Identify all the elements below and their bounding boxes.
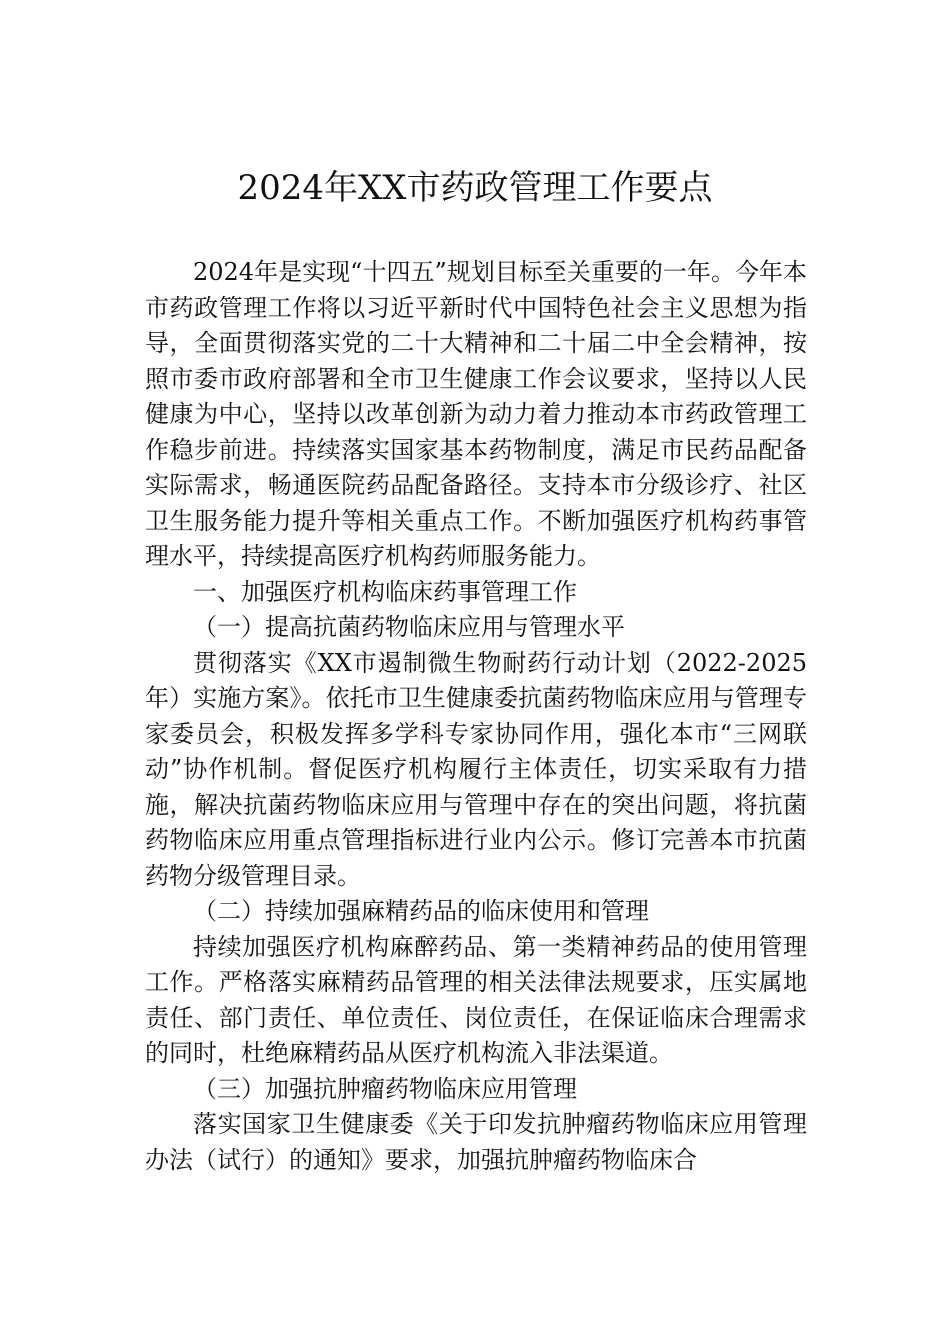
subsection-heading-3: （三）加强抗肿瘤药物临床应用管理 (193, 1074, 577, 1103)
section-heading-1: 一、加强医疗机构临床药事管理工作 (193, 577, 577, 606)
subsection-body-1: 贯彻落实《XX市遏制微生物耐药行动计划（2022-2025年）实施方案》。依托市卫生健康委抗菌药物临床应用与管理专家委员会，积极发挥多学科专家协同作用，强化本市“三网联动”协作机制。督促医疗机构履行主体责任，切实采取有力措施，解决抗菌药物临床应用与管理中存在的突出问题，将抗菌药物临床应用重点管理指标进行业内公示。修订完善本市抗菌药物分级管理目录。 (145, 648, 807, 890)
subsection-heading-2: （二）持续加强麻精药品的临床使用和管理 (193, 897, 649, 925)
subsection-body-3: 落实国家卫生健康委《关于印发抗肿瘤药物临床应用管理办法（试行）的通知》要求，加强抗肿瘤药物临床合 (145, 1110, 807, 1174)
subsection-heading-1: （一）提高抗菌药物临床应用与管理水平 (193, 613, 625, 641)
document-title: 2024年XX市药政管理工作要点 (237, 168, 713, 208)
subsection-body-2: 持续加强医疗机构麻醉药品、第一类精神药品的使用管理工作。严格落实麻精药品管理的相关法律法规要求，压实属地责任、部门责任、单位责任、岗位责任，在保证临床合理需求的同时，杜绝麻精药品从医疗机构流入非法渠道。 (145, 932, 807, 1067)
document-body (145, 255, 807, 1178)
intro-paragraph: 2024年是实现“十四五”规划目标至关重要的一年。今年本市药政管理工作将以习近平新时代中国特色社会主义思想为指导，全面贯彻落实党的二十大精神和二十届二中全会精神，按照市委市政府部署和全市卫生健康工作会议要求，坚持以人民健康为中心，坚持以改革创新为动力着力推动本市药政管理工作稳步前进。持续落实国家基本药物制度，满足市民药品配备实际需求，畅通医院药品配备路径。支持本市分级诊疗、社区卫生服务能力提升等相关重点工作。不断加强医疗机构药事管理水平，持续提高医疗机构药师服务能力。 (145, 258, 807, 570)
